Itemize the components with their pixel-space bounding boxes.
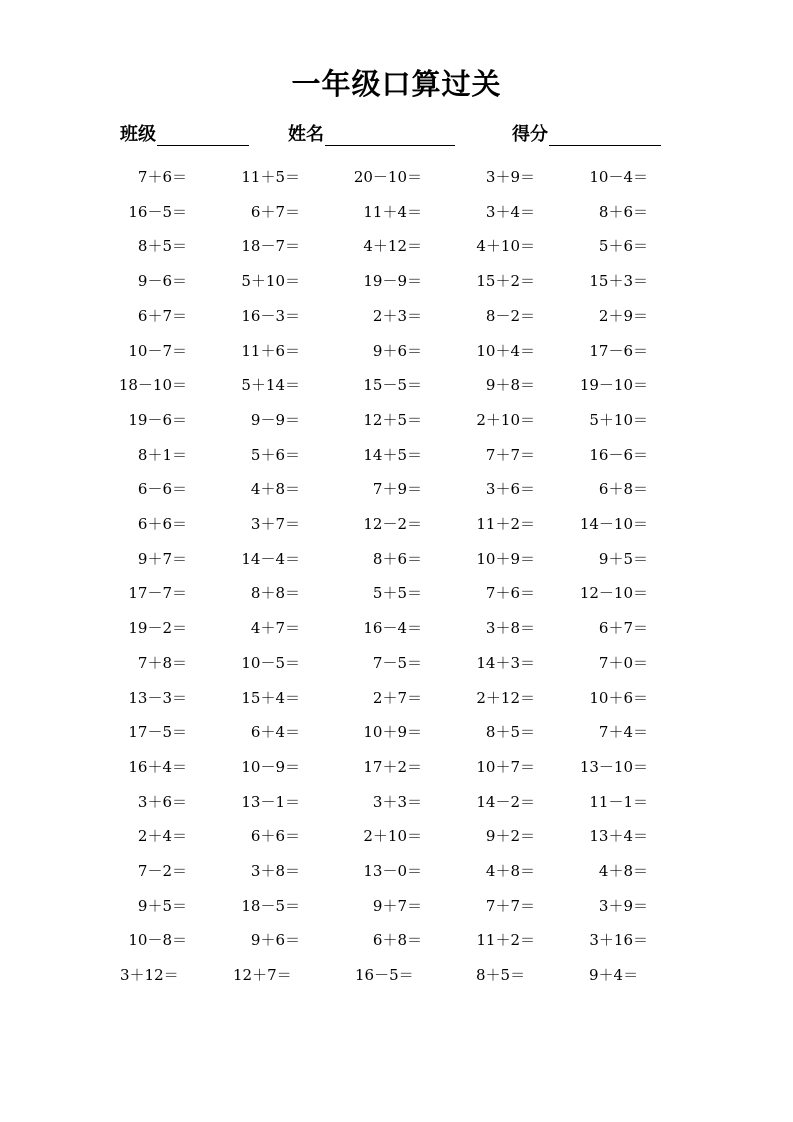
problem-item: 17＋2＝ xyxy=(363,757,422,776)
name-field[interactable] xyxy=(288,122,455,146)
problem-item: 9－9＝ xyxy=(250,410,300,429)
problem-item: 18－10＝ xyxy=(118,376,187,395)
problem-item: 10＋7＝ xyxy=(476,757,535,776)
problem-item: 2＋9＝ xyxy=(598,306,648,325)
problem-item: 8＋5＝ xyxy=(137,237,187,256)
problem-item: 13－0＝ xyxy=(363,862,422,880)
problem-item: 10－9＝ xyxy=(241,757,300,776)
problem-item: 16－6＝ xyxy=(589,445,648,464)
problem-item: 7＋4＝ xyxy=(598,723,648,742)
problem-item: 2＋4＝ xyxy=(137,827,187,846)
problem-item: 6＋6＝ xyxy=(137,515,187,533)
problem-item: 3＋7＝ xyxy=(250,515,300,533)
problem-item: 4＋8＝ xyxy=(598,862,648,880)
problem-item: 2＋12＝ xyxy=(476,688,535,707)
problem-item: 12－10＝ xyxy=(579,584,648,603)
problem-item: 3＋8＝ xyxy=(250,862,300,880)
problem-item: 7＋7＝ xyxy=(485,896,535,915)
problem-item: 3＋8＝ xyxy=(485,619,535,638)
problem-item: 2＋10＝ xyxy=(476,410,535,429)
problem-item: 11＋6＝ xyxy=(241,341,300,360)
problem-item: 5＋6＝ xyxy=(598,237,648,256)
problem-item: 15－5＝ xyxy=(363,376,422,395)
problem-item: 15＋2＝ xyxy=(476,272,535,291)
problem-item: 10＋6＝ xyxy=(589,688,648,707)
problem-item: 14－4＝ xyxy=(241,549,300,568)
problem-item: 8＋5＝ xyxy=(485,723,535,742)
problem-item: 4＋8＝ xyxy=(250,480,300,499)
problem-item: 6＋4＝ xyxy=(250,723,300,742)
problem-item: 4＋7＝ xyxy=(250,619,300,638)
problem-item: 9－6＝ xyxy=(137,272,187,291)
problem-item: 5＋10＝ xyxy=(589,410,648,429)
problem-item: 9＋2＝ xyxy=(485,827,535,846)
problem-item: 17－6＝ xyxy=(589,341,648,360)
score-field[interactable] xyxy=(512,122,661,146)
problem-item: 10－4＝ xyxy=(589,168,648,186)
problem-item: 6＋8＝ xyxy=(372,931,422,950)
problem-item: 16－3＝ xyxy=(241,306,300,325)
problem-item: 8＋6＝ xyxy=(598,202,648,221)
problem-item: 11＋2＝ xyxy=(476,515,535,533)
problem-item: 18－7＝ xyxy=(241,237,300,256)
problem-item: 19－9＝ xyxy=(363,272,422,291)
problem-item: 3＋3＝ xyxy=(372,792,422,811)
problem-item: 7＋8＝ xyxy=(137,653,187,672)
problem-item: 7＋9＝ xyxy=(372,480,422,499)
problem-item: 7－2＝ xyxy=(137,862,187,880)
problem-item: 5＋10＝ xyxy=(241,272,300,291)
problem-item: 8－2＝ xyxy=(485,306,535,325)
problem-item: 8＋6＝ xyxy=(372,549,422,568)
problem-item: 16－4＝ xyxy=(363,619,422,638)
problem-item: 14＋3＝ xyxy=(476,653,535,672)
problem-item: 2＋7＝ xyxy=(372,688,422,707)
problem-item: 14＋5＝ xyxy=(363,445,422,464)
problem-item: 13－3＝ xyxy=(128,688,187,707)
problem-item: 7＋6＝ xyxy=(485,584,535,603)
problem-item: 9＋7＝ xyxy=(372,896,422,915)
problem-item: 3＋9＝ xyxy=(485,168,535,186)
problem-item: 9＋5＝ xyxy=(598,549,648,568)
problem-item: 16＋4＝ xyxy=(128,757,187,776)
problem-item: 12－2＝ xyxy=(363,515,422,533)
problem-item: 12＋7＝ xyxy=(233,966,292,985)
problem-item: 6＋6＝ xyxy=(250,827,300,846)
problem-item: 10－8＝ xyxy=(128,931,187,950)
class-blank-line[interactable] xyxy=(157,125,249,146)
name-blank-line[interactable] xyxy=(325,125,455,146)
problem-item: 6＋8＝ xyxy=(598,480,648,499)
problem-item: 7＋0＝ xyxy=(598,653,648,672)
page-title: 一年级口算过关 xyxy=(291,67,502,101)
problem-item: 19－10＝ xyxy=(579,376,648,395)
problem-item: 7＋6＝ xyxy=(137,168,187,186)
problem-item: 7＋7＝ xyxy=(485,445,535,464)
problem-item: 3＋6＝ xyxy=(137,792,187,811)
problem-item: 4＋8＝ xyxy=(485,862,535,880)
problem-item: 6＋7＝ xyxy=(250,202,300,221)
problem-item: 7－5＝ xyxy=(372,653,422,672)
problem-item: 9＋5＝ xyxy=(137,896,187,915)
problem-item: 6＋7＝ xyxy=(137,306,187,325)
problem-item: 9＋6＝ xyxy=(250,931,300,950)
problem-item: 11＋5＝ xyxy=(241,168,300,186)
problem-item: 4＋10＝ xyxy=(476,237,535,256)
problem-item: 15＋4＝ xyxy=(241,688,300,707)
problem-item: 3＋4＝ xyxy=(485,202,535,221)
class-label: 班级 xyxy=(120,124,156,145)
problem-item: 5＋14＝ xyxy=(241,376,300,395)
class-field[interactable] xyxy=(120,122,249,146)
problem-item: 3＋16＝ xyxy=(589,931,648,950)
problem-item: 6－6＝ xyxy=(137,480,187,499)
problem-item: 10＋9＝ xyxy=(363,723,422,742)
problem-item: 4＋12＝ xyxy=(363,237,422,256)
problem-item: 17－7＝ xyxy=(128,584,187,603)
problem-item: 8＋5＝ xyxy=(476,966,526,985)
problem-item: 16－5＝ xyxy=(355,966,414,985)
problem-item: 17－5＝ xyxy=(128,723,187,742)
problem-item: 10＋9＝ xyxy=(476,549,535,568)
problem-item: 19－2＝ xyxy=(128,619,187,638)
problem-item: 13－1＝ xyxy=(241,792,300,811)
problem-item: 9＋8＝ xyxy=(485,376,535,395)
problem-item: 3＋6＝ xyxy=(485,480,535,499)
name-label: 姓名 xyxy=(288,124,324,145)
problem-item: 9＋4＝ xyxy=(589,966,639,985)
score-blank-line[interactable] xyxy=(549,125,661,146)
problem-item: 10＋4＝ xyxy=(476,341,535,360)
score-label: 得分 xyxy=(512,124,548,145)
problem-item: 20－10＝ xyxy=(353,168,422,186)
problem-item: 14－2＝ xyxy=(476,792,535,811)
problem-item: 9＋6＝ xyxy=(372,341,422,360)
problem-item: 5＋5＝ xyxy=(372,584,422,603)
problem-item: 12＋5＝ xyxy=(363,410,422,429)
problem-item: 3＋9＝ xyxy=(598,896,648,915)
problem-item: 2＋3＝ xyxy=(372,306,422,325)
problem-item: 2＋10＝ xyxy=(363,827,422,846)
problem-item: 19－6＝ xyxy=(128,410,187,429)
problem-item: 11＋4＝ xyxy=(363,202,422,221)
problem-item: 11＋2＝ xyxy=(476,931,535,950)
problem-item: 13－10＝ xyxy=(579,757,648,776)
problem-item: 11－1＝ xyxy=(589,792,648,811)
problem-item: 14－10＝ xyxy=(579,515,648,533)
problem-item: 5＋6＝ xyxy=(250,445,300,464)
problem-item: 16－5＝ xyxy=(128,202,187,221)
problem-item: 10－5＝ xyxy=(241,653,300,672)
problem-item: 8＋8＝ xyxy=(250,584,300,603)
problem-item: 10－7＝ xyxy=(128,341,187,360)
problem-item: 9＋7＝ xyxy=(137,549,187,568)
problem-item: 18－5＝ xyxy=(241,896,300,915)
problem-item: 8＋1＝ xyxy=(137,445,187,464)
problem-item: 13＋4＝ xyxy=(589,827,648,846)
problem-item: 15＋3＝ xyxy=(589,272,648,291)
problem-item: 6＋7＝ xyxy=(598,619,648,638)
problem-item: 3＋12＝ xyxy=(120,966,179,985)
